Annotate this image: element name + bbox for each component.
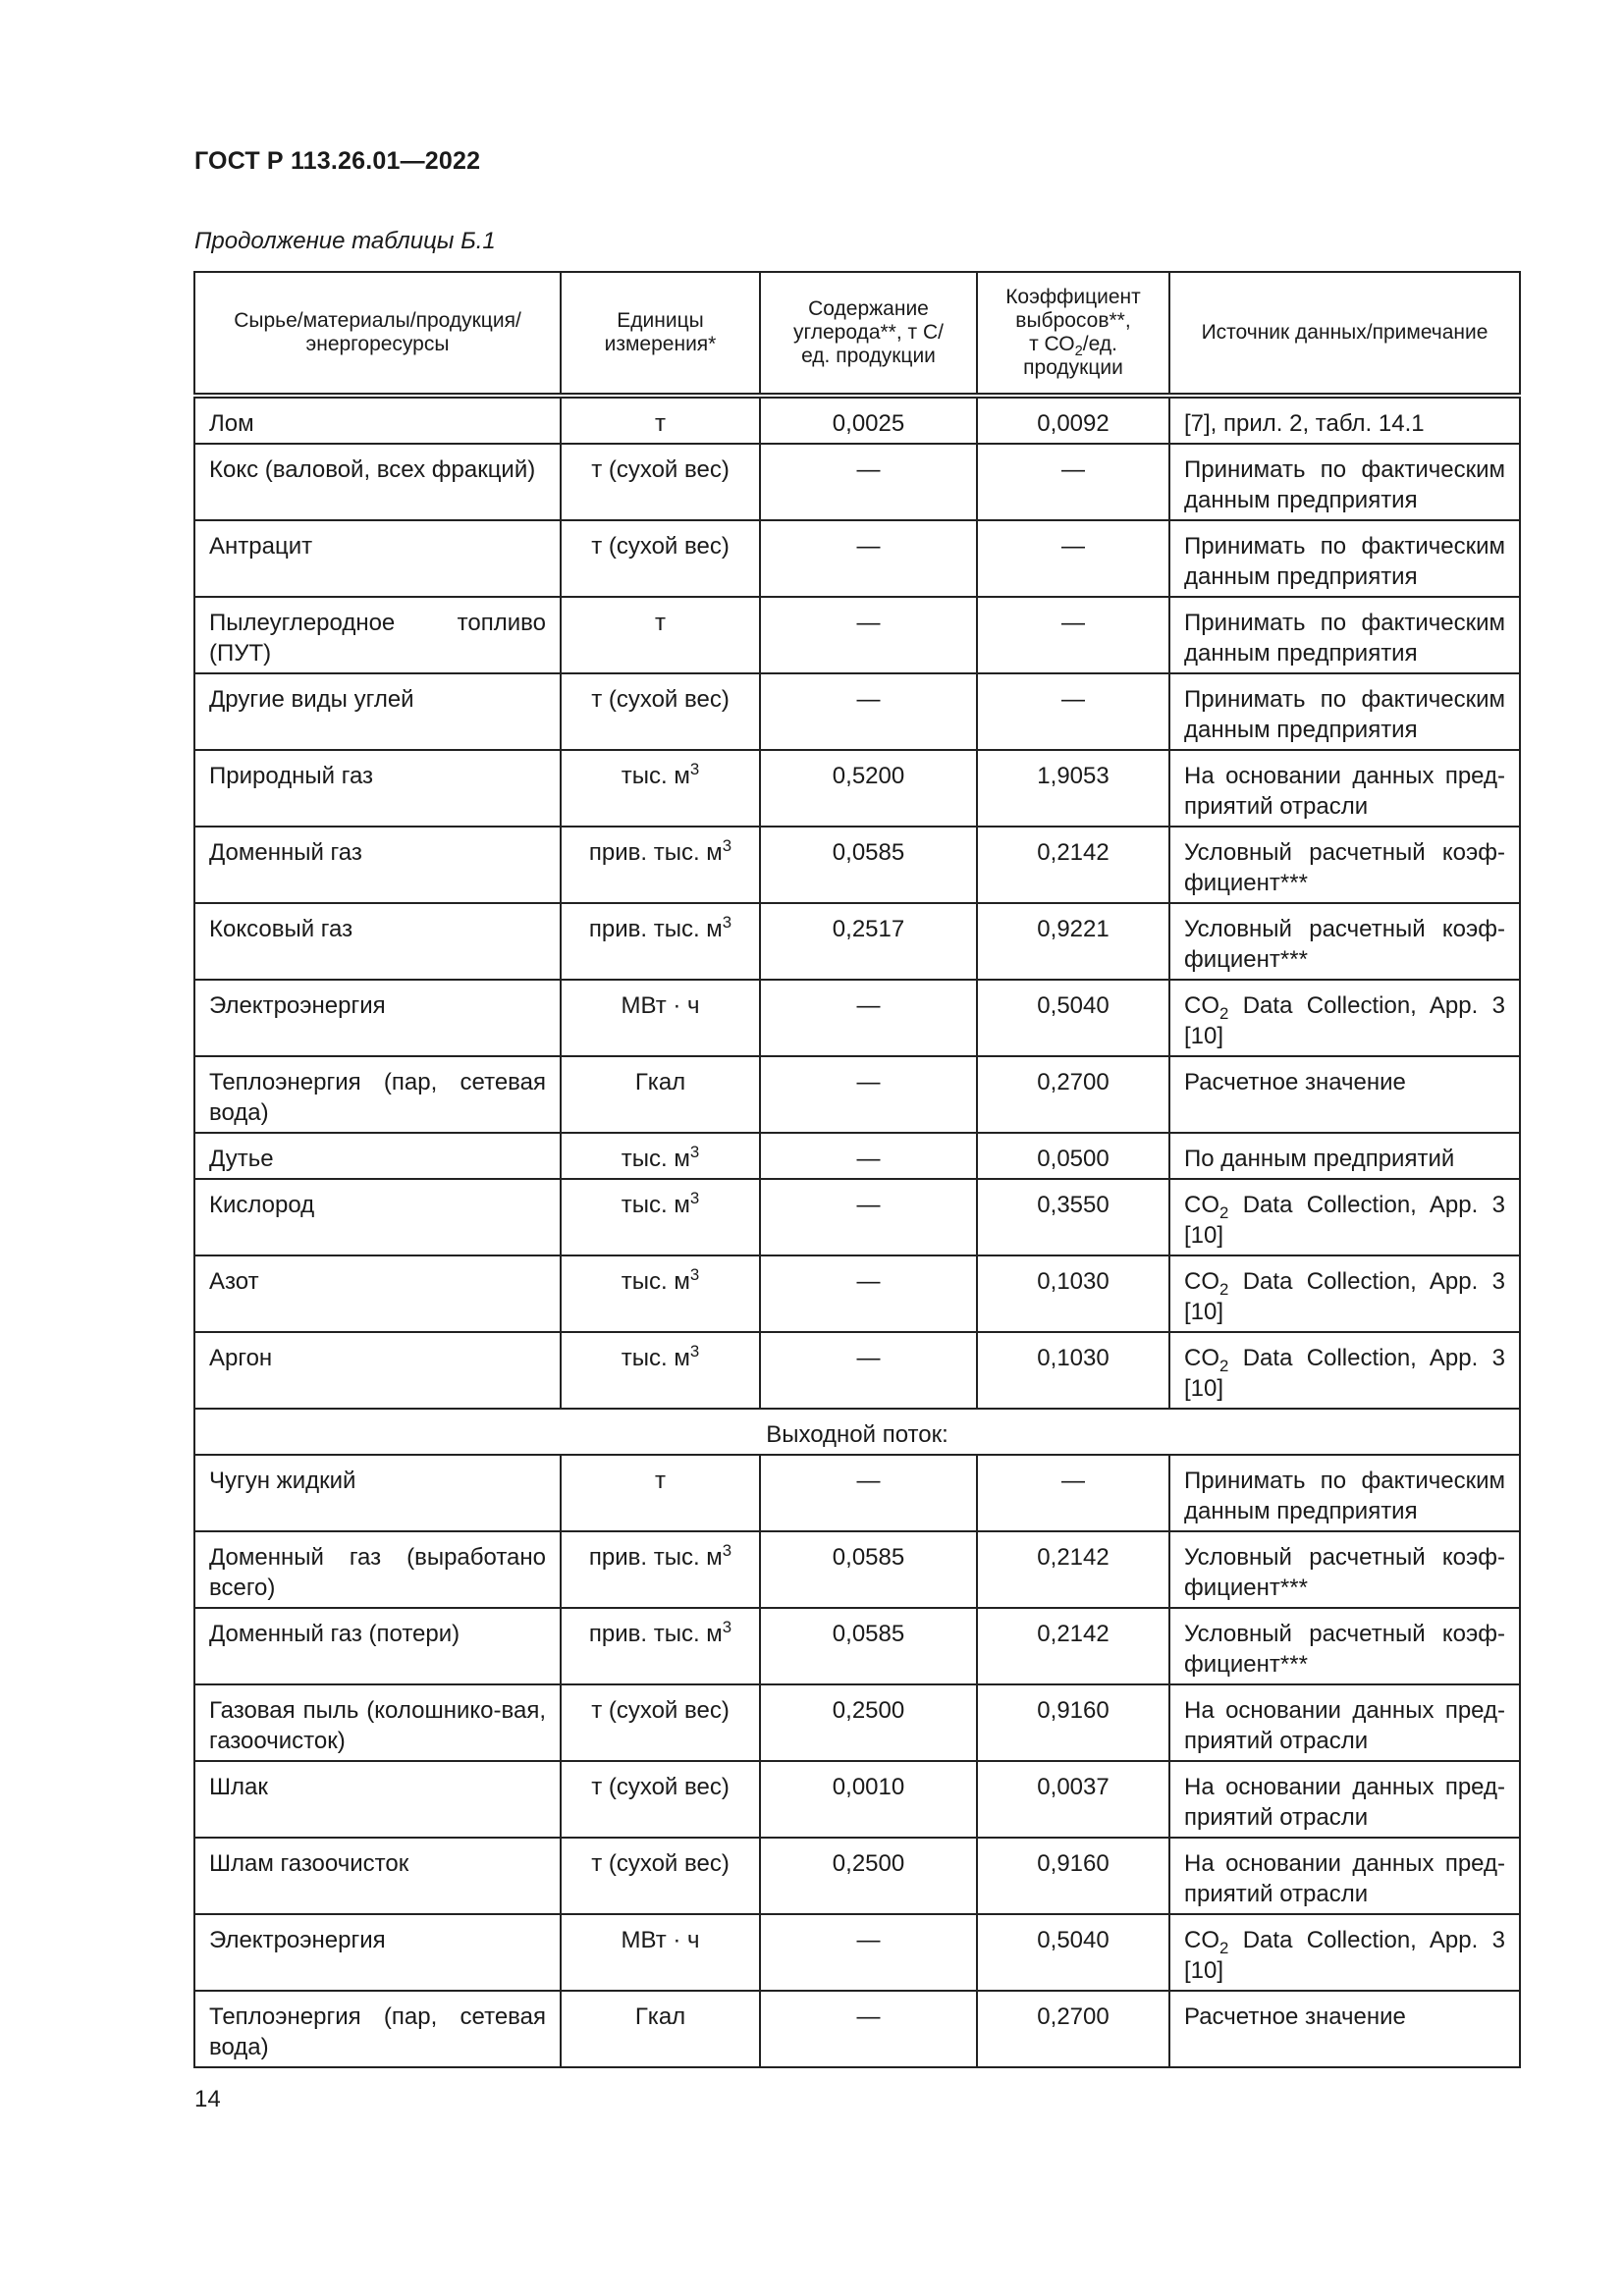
cell-material: Шлак [194, 1761, 561, 1838]
cell-source: $CO_2$ Data Collection, App. 3 [10] [1169, 1179, 1520, 1255]
cell-emission-factor: 0,2142 [977, 1531, 1169, 1608]
cell-emission-factor: 1,9053 [977, 750, 1169, 827]
emissions-table [193, 271, 1521, 2068]
cell-emission-factor: 0,9160 [977, 1838, 1169, 1914]
table-row [194, 1332, 1520, 1409]
cell-unit: т (сухой вес) [561, 520, 760, 597]
cell-source: Условный расчетный коэф-фициент*** [1169, 827, 1520, 903]
cell-material: Доменный газ [194, 827, 561, 903]
cell-source: $CO_2$ Data Collection, App. 3 [10] [1169, 980, 1520, 1056]
cell-material: Пылеуглеродное топливо (ПУТ) [194, 597, 561, 673]
cell-unit: Гкал [561, 1056, 760, 1133]
cell-source: Принимать по фактическим данным предприятия [1169, 520, 1520, 597]
cell-source: Условный расчетный коэф-фициент*** [1169, 903, 1520, 980]
cell-emission-factor: — [977, 1455, 1169, 1531]
table-row [194, 1914, 1520, 1991]
cell-emission-factor: 0,2142 [977, 1608, 1169, 1684]
table-row [194, 1133, 1520, 1179]
table-container [193, 271, 1519, 2068]
cell-emission-factor: — [977, 597, 1169, 673]
table-row [194, 444, 1520, 520]
table-row [194, 1255, 1520, 1332]
cell-carbon-content: — [760, 1332, 977, 1409]
cell-carbon-content: 0,2500 [760, 1684, 977, 1761]
table-header-row [194, 272, 1520, 396]
cell-carbon-content: 0,2500 [760, 1838, 977, 1914]
table-row [194, 396, 1520, 444]
cell-material: Электроэнергия [194, 980, 561, 1056]
header-units: Единицы измерения* [561, 272, 760, 396]
cell-unit: МВт · ч [561, 1914, 760, 1991]
cell-carbon-content: — [760, 1056, 977, 1133]
cell-unit: прив. тыс. $м^3$ [561, 827, 760, 903]
table-row [194, 673, 1520, 750]
header-carbon-content: Содержание углерода**, т С/ ед. продукции [760, 272, 977, 396]
cell-material: Теплоэнергия (пар, сетевая вода) [194, 1056, 561, 1133]
cell-unit: Гкал [561, 1991, 760, 2067]
cell-material: Электроэнергия [194, 1914, 561, 1991]
cell-material: Коксовый газ [194, 903, 561, 980]
cell-source: На основании данных пред-приятий отрасли [1169, 750, 1520, 827]
cell-unit: прив. тыс. $м^3$ [561, 1531, 760, 1608]
cell-emission-factor: 0,9160 [977, 1684, 1169, 1761]
cell-source: На основании данных пред-приятий отрасли [1169, 1761, 1520, 1838]
cell-carbon-content: — [760, 1914, 977, 1991]
cell-carbon-content: 0,2517 [760, 903, 977, 980]
cell-carbon-content: — [760, 1179, 977, 1255]
cell-material: Шлам газоочисток [194, 1838, 561, 1914]
cell-unit: прив. тыс. $м^3$ [561, 903, 760, 980]
cell-unit: т [561, 396, 760, 444]
cell-source: Принимать по фактическим данным предприятия [1169, 597, 1520, 673]
table-row [194, 1531, 1520, 1608]
cell-source: $CO_2$ Data Collection, App. 3 [10] [1169, 1914, 1520, 1991]
table-row [194, 750, 1520, 827]
cell-source: На основании данных пред-приятий отрасли [1169, 1838, 1520, 1914]
cell-emission-factor: 0,2142 [977, 827, 1169, 903]
cell-carbon-content: — [760, 1455, 977, 1531]
cell-material: Другие виды углей [194, 673, 561, 750]
table-row [194, 1179, 1520, 1255]
cell-emission-factor: 0,5040 [977, 980, 1169, 1056]
cell-unit: МВт · ч [561, 980, 760, 1056]
cell-carbon-content: — [760, 1133, 977, 1179]
cell-emission-factor: 0,1030 [977, 1332, 1169, 1409]
cell-unit: тыс. $м^3$ [561, 1133, 760, 1179]
cell-carbon-content: — [760, 597, 977, 673]
table-row [194, 1838, 1520, 1914]
page-number: 14 [194, 2086, 221, 2112]
cell-source: [7], прил. 2, табл. 14.1 [1169, 396, 1520, 444]
table-row [194, 520, 1520, 597]
cell-carbon-content: 0,0585 [760, 1608, 977, 1684]
cell-emission-factor: — [977, 444, 1169, 520]
cell-emission-factor: — [977, 673, 1169, 750]
document-header: ГОСТ Р 113.26.01—2022 [194, 147, 481, 175]
cell-unit: тыс. $м^3$ [561, 1255, 760, 1332]
cell-material: Аргон [194, 1332, 561, 1409]
cell-unit: т (сухой вес) [561, 1684, 760, 1761]
cell-unit: т (сухой вес) [561, 444, 760, 520]
cell-source: По данным предприятий [1169, 1133, 1520, 1179]
cell-emission-factor: — [977, 520, 1169, 597]
cell-unit: т [561, 597, 760, 673]
section-label: Выходной поток: [194, 1409, 1520, 1455]
cell-source: Расчетное значение [1169, 1056, 1520, 1133]
cell-source: На основании данных пред-приятий отрасли [1169, 1684, 1520, 1761]
cell-carbon-content: — [760, 520, 977, 597]
cell-unit: тыс. $м^3$ [561, 1179, 760, 1255]
cell-material: Лом [194, 396, 561, 444]
table-row [194, 597, 1520, 673]
cell-source: Условный расчетный коэф-фициент*** [1169, 1608, 1520, 1684]
cell-source: Принимать по фактическим данным предприятия [1169, 1455, 1520, 1531]
table-row [194, 1991, 1520, 2067]
cell-emission-factor: 0,0092 [977, 396, 1169, 444]
cell-emission-factor: 0,1030 [977, 1255, 1169, 1332]
cell-carbon-content: — [760, 980, 977, 1056]
table-row [194, 1761, 1520, 1838]
cell-material: Чугун жидкий [194, 1455, 561, 1531]
header-emission-factor: Коэффициент выбросов**, т $СО_2/ед$. продукции [977, 272, 1169, 396]
cell-carbon-content: — [760, 673, 977, 750]
cell-unit: т (сухой вес) [561, 1838, 760, 1914]
cell-carbon-content: 0,0010 [760, 1761, 977, 1838]
cell-unit: т [561, 1455, 760, 1531]
cell-source: Принимать по фактическим данным предприятия [1169, 673, 1520, 750]
table-row [194, 1056, 1520, 1133]
cell-source: Принимать по фактическим данным предприятия [1169, 444, 1520, 520]
cell-material: Газовая пыль (колошнико-вая, газоочисток) [194, 1684, 561, 1761]
cell-carbon-content: — [760, 1255, 977, 1332]
cell-material: Антрацит [194, 520, 561, 597]
cell-carbon-content: — [760, 444, 977, 520]
table-row [194, 1608, 1520, 1684]
cell-unit: тыс. $м^3$ [561, 1332, 760, 1409]
cell-material: Природный газ [194, 750, 561, 827]
cell-material: Кокс (валовой, всех фракций) [194, 444, 561, 520]
table-body [194, 396, 1520, 2067]
header-source: Источник данных/примечание [1169, 272, 1520, 396]
cell-emission-factor: 0,5040 [977, 1914, 1169, 1991]
cell-carbon-content: — [760, 1991, 977, 2067]
cell-emission-factor: 0,3550 [977, 1179, 1169, 1255]
cell-material: Теплоэнергия (пар, сетевая вода) [194, 1991, 561, 2067]
cell-source: $CO_2$ Data Collection, App. 3 [10] [1169, 1255, 1520, 1332]
cell-material: Доменный газ (потери) [194, 1608, 561, 1684]
table-row [194, 903, 1520, 980]
cell-emission-factor: 0,2700 [977, 1056, 1169, 1133]
cell-unit: т (сухой вес) [561, 1761, 760, 1838]
table-row [194, 1684, 1520, 1761]
table-row [194, 1455, 1520, 1531]
cell-material: Доменный газ (выработано всего) [194, 1531, 561, 1608]
cell-source: Расчетное значение [1169, 1991, 1520, 2067]
cell-carbon-content: 0,0025 [760, 396, 977, 444]
cell-carbon-content: 0,0585 [760, 1531, 977, 1608]
cell-material: Азот [194, 1255, 561, 1332]
cell-unit: прив. тыс. $м^3$ [561, 1608, 760, 1684]
cell-carbon-content: 0,0585 [760, 827, 977, 903]
cell-emission-factor: 0,9221 [977, 903, 1169, 980]
header-materials: Сырье/материалы/продукция/ энергоресурсы [194, 272, 561, 396]
cell-carbon-content: 0,5200 [760, 750, 977, 827]
cell-unit: т (сухой вес) [561, 673, 760, 750]
cell-emission-factor: 0,0500 [977, 1133, 1169, 1179]
cell-material: Дутье [194, 1133, 561, 1179]
cell-emission-factor: 0,2700 [977, 1991, 1169, 2067]
cell-source: Условный расчетный коэф-фициент*** [1169, 1531, 1520, 1608]
table-caption: Продолжение таблицы Б.1 [194, 228, 496, 254]
cell-material: Кислород [194, 1179, 561, 1255]
table-row [194, 980, 1520, 1056]
cell-emission-factor: 0,0037 [977, 1761, 1169, 1838]
cell-unit: тыс. $м^3$ [561, 750, 760, 827]
table-row [194, 827, 1520, 903]
cell-source: $CO_2$ Data Collection, App. 3 [10] [1169, 1332, 1520, 1409]
section-row-output [194, 1409, 1520, 1455]
